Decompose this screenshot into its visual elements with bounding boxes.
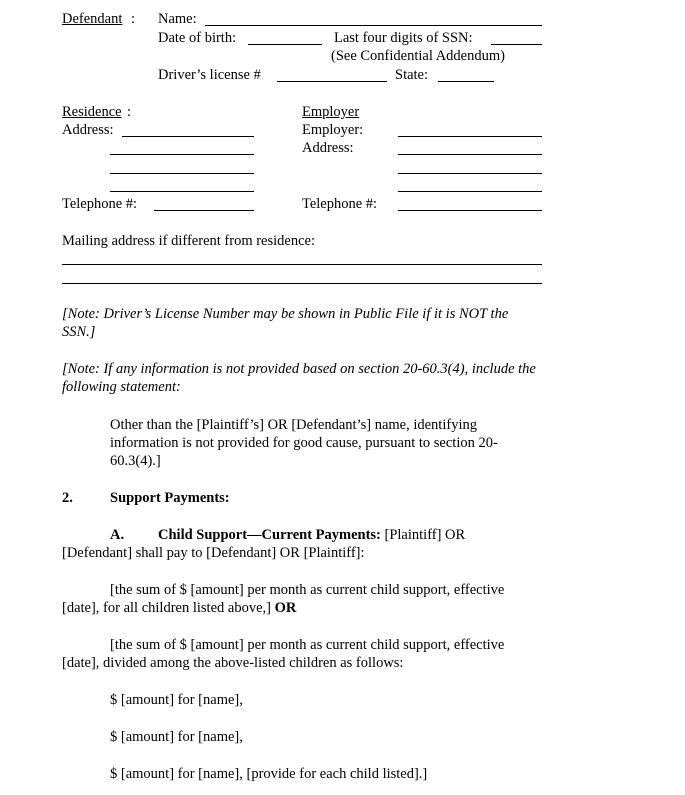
- statement-line2: information is not provided for good cause, pursuant to section 20-: [110, 435, 498, 451]
- note2-line1: [Note: If any information is not provided based on section 20-60.3(4), include the: [62, 361, 536, 377]
- subsection-letter: A.: [110, 527, 125, 543]
- mailing-field-1[interactable]: [62, 264, 542, 265]
- employer-address-label: Address:: [302, 140, 354, 156]
- option1-line1: [the sum of $ [amount] per month as current child support, effective: [110, 582, 505, 598]
- ssn-note: (See Confidential Addendum): [331, 48, 505, 64]
- note2-line2: following statement:: [62, 379, 181, 395]
- statement-line1: Other than the [Plaintiff’s] OR [Defendant’s] name, identifying: [110, 417, 477, 433]
- employer-telephone-label: Telephone #:: [302, 196, 378, 212]
- note1-line2: SSN.]: [62, 324, 96, 340]
- subsection-rest: [Plaintiff] OR: [380, 527, 466, 543]
- employer-telephone-field[interactable]: [398, 210, 542, 211]
- license-field[interactable]: [277, 81, 387, 82]
- employer-address-field-3[interactable]: [398, 191, 542, 192]
- defendant-heading-colon: :: [131, 11, 136, 27]
- section-number: 2.: [62, 490, 73, 506]
- ssn-label: Last four digits of SSN:: [334, 30, 473, 46]
- name-field[interactable]: [205, 25, 542, 26]
- statement-line3: 60.3(4).]: [110, 453, 161, 469]
- name-label: Name:: [158, 11, 197, 27]
- option1-or: OR: [274, 600, 297, 616]
- option2-line1: [the sum of $ [amount] per month as current child support, effective: [110, 637, 505, 653]
- dob-label: Date of birth:: [158, 30, 237, 46]
- subsection-title: Child Support—Current Payments:: [158, 527, 381, 543]
- child-amount-item-3: $ [amount] for [name], [provide for each child listed].]: [110, 766, 428, 782]
- option2-line2: [date], divided among the above-listed children as follows:: [62, 655, 404, 671]
- subsection-heading: [158, 526, 465, 544]
- child-amount-item-2: $ [amount] for [name],: [110, 729, 243, 745]
- section-title: Support Payments:: [110, 490, 230, 506]
- employer-address-field-2[interactable]: [398, 173, 542, 174]
- ssn-field[interactable]: [491, 44, 542, 45]
- residence-address-field-3[interactable]: [110, 173, 254, 174]
- residence-address-field-1[interactable]: [122, 136, 254, 137]
- employer-field[interactable]: [398, 136, 542, 137]
- subsection-line2: [Defendant] shall pay to [Defendant] OR [Plaintiff]:: [62, 545, 365, 561]
- employer-address-field-1[interactable]: [398, 154, 542, 155]
- option1-line2: [62, 599, 296, 617]
- option1-text: [date], for all children listed above,]: [62, 600, 275, 616]
- residence-telephone-label: Telephone #:: [62, 196, 138, 212]
- employer-heading: Employer: [302, 104, 360, 120]
- residence-address-field-2[interactable]: [110, 154, 254, 155]
- residence-address-field-4[interactable]: [110, 191, 254, 192]
- dob-field[interactable]: [248, 44, 322, 45]
- child-amount-item-1: $ [amount] for [name],: [110, 692, 243, 708]
- residence-heading: Residence: [62, 104, 122, 120]
- residence-heading-colon: :: [127, 104, 132, 120]
- license-label: Driver’s license #: [158, 67, 261, 83]
- residence-telephone-field[interactable]: [154, 210, 254, 211]
- mailing-label: Mailing address if different from residence:: [62, 233, 315, 249]
- mailing-field-2[interactable]: [62, 283, 542, 284]
- state-field[interactable]: [438, 81, 494, 82]
- note1-line1: [Note: Driver’s License Number may be shown in Public File if it is NOT the: [62, 306, 509, 322]
- residence-address-label: Address:: [62, 122, 114, 138]
- employer-label: Employer:: [302, 122, 364, 138]
- defendant-heading: Defendant: [62, 11, 123, 27]
- state-label: State:: [395, 67, 429, 83]
